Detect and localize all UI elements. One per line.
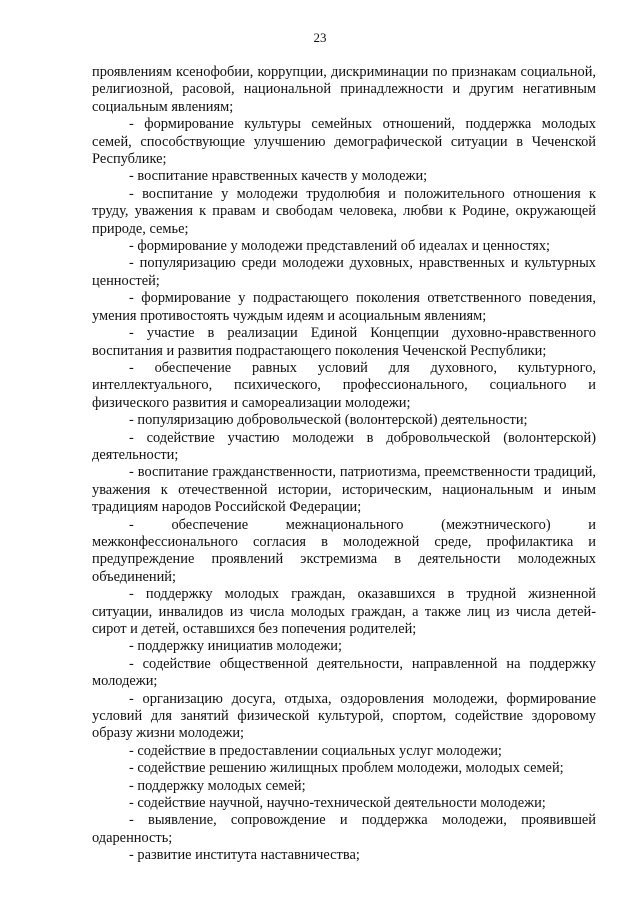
list-item: - воспитание гражданственности, патриотизма, преемственности традиций, уважения к отечественной истории, историческим, национальным и иным традициям народов Российской Федерации; (92, 464, 596, 516)
paragraph: проявлениям ксенофобии, коррупции, дискриминации по признакам социальной, религиозной, расовой, национальной принадлежности и другим негативным социальным явлениям; (92, 64, 596, 115)
page-number: 23 (313, 30, 327, 45)
list-item: - формирование у подрастающего поколения ответственного поведения, умения противостоять чуждым идеям и асоциальным явлениям; (92, 290, 596, 324)
list-item: - поддержку инициатив молодежи; (129, 638, 342, 655)
list-item: - содействие решению жилищных проблем молодежи, молодых семей; (129, 760, 564, 777)
document-body (92, 64, 596, 865)
list-item: - содействие в предоставлении социальных услуг молодежи; (129, 742, 502, 759)
list-item: - поддержку молодых граждан, оказавшихся в трудной жизненной ситуации, инвалидов из числа молодых граждан, а также лиц из числа детей-сирот и детей, оставшихся без попечения родителей; (92, 586, 596, 637)
list-item: - воспитание нравственных качеств у молодежи; (129, 168, 428, 185)
list-item: - содействие научной, научно-технической деятельности молодежи; (129, 795, 546, 812)
list-item: - развитие института наставничества; (129, 847, 360, 864)
list-item: - популяризацию добровольческой (волонтерской) деятельности; (129, 412, 528, 429)
list-item: - обеспечение межнационального (межэтнического) и межконфессионального согласия в молодежной среде, профилактика и предупреждение проявлений экстремизма в деятельности молодежных объединений; (92, 516, 596, 585)
list-item: - формирование культуры семейных отношений, поддержка молодых семей, способствующие улучшению демографической ситуации в Чеченской Республике; (92, 116, 596, 168)
list-item: - содействие участию молодежи в добровольческой (волонтерской) деятельности; (92, 429, 596, 463)
list-item: - обеспечение равных условий для духовного, культурного, интеллектуального, психического, профессионального, социального и физического развития и самореализации молодежи; (92, 359, 596, 411)
list-item: - участие в реализации Единой Концепции духовно-нравственного воспитания и развития подрастающего поколения Чеченской Республики; (92, 325, 596, 359)
list-item: - воспитание у молодежи трудолюбия и положительного отношения к труду, уважения к правам и свободам человека, любви к Родине, окружающей природе, семье; (92, 185, 596, 237)
list-item: - популяризацию среди молодежи духовных, нравственных и культурных ценностей; (92, 255, 596, 289)
list-item: - поддержку молодых семей; (129, 777, 306, 794)
list-item: - содействие общественной деятельности, направленной на поддержку молодежи; (92, 655, 596, 690)
list-item: - формирование у молодежи представлений об идеалах и ценностях; (129, 238, 551, 255)
list-item: - организацию досуга, отдыха, оздоровления молодежи, формирование условий для занятий физической культурой, спортом, содействие здоровому образу жизни молодежи; (92, 690, 596, 742)
list-item: - выявление, сопровождение и поддержка молодежи, проявившей одаренность; (92, 812, 596, 846)
